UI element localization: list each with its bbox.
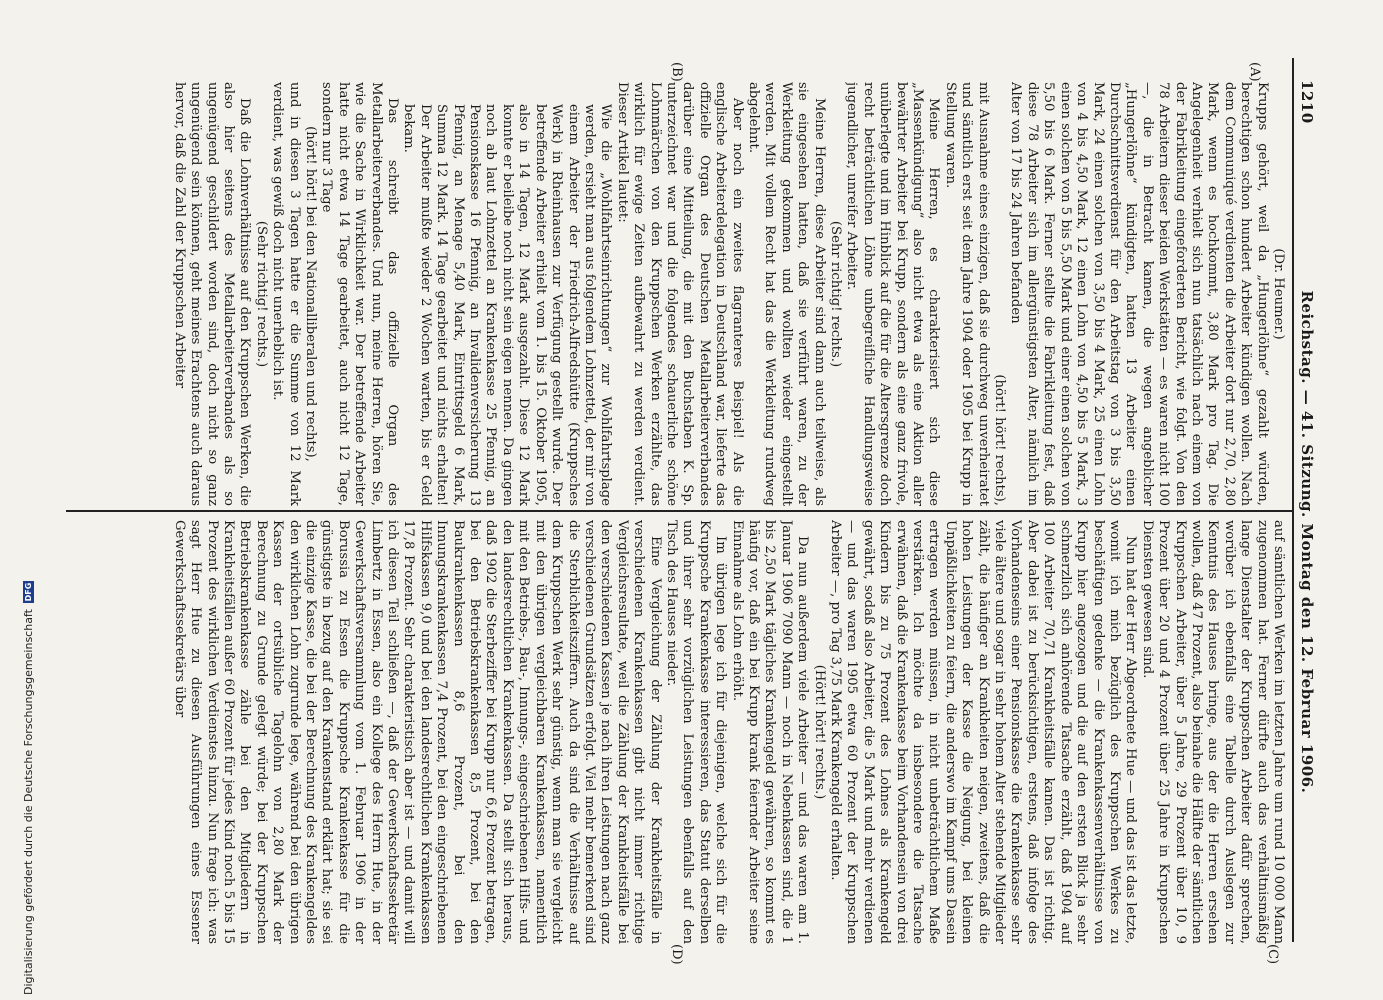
header-title: Reichstag. — 41. Sitzung. Montag den 12. Februar 1906. bbox=[1298, 290, 1316, 794]
page-number: 1210 bbox=[1298, 80, 1316, 124]
interjection: (hört! hört! rechts), bbox=[992, 374, 1008, 506]
page-header bbox=[1292, 80, 1322, 960]
interjection: (Hört! hört! rechts.) bbox=[811, 664, 827, 800]
interjection: (Sehr richtig! rechts.) bbox=[253, 220, 269, 368]
paragraph: Krupps gehört, weil da „Hungerlöhne“ gezahlt würden, berechtigen schon hundert Arbeiter kündigen wollen. Nach dem Communiqué verdienten die Arbeiter dort nur 2,70, 2,80 Mark, wenn es hochkommt, 3,80 Mark pro Tag. Die Angelegenheit verhielt sich nun tatsächlich nach einem von der Fabrikleitung eingeforderten Bericht, wie folgt. Von den 78 Arbeitern dieser beiden Werkstätten — es waren nicht 100 —, die in Betracht kamen, die wegen angeblicher „Hungerlöhne“ kündigten, hatten 13 Arbeiter einen Durchschnittsverdienst für den Arbeitstag von 3 bis 3,50 Mark, 24 einen solchen von 3,50 bis 4 Mark, 25 einen Lohn von 4 bis 4,50 Mark, 12 einen Lohn von 4,50 bis 5 Mark, 3 einen solchen von 5 bis 5,50 Mark und einer einen solchen von 5,50 bis 6 Mark. Ferner stellte die Fabrikleitung fest, daß diese 78 Arbeiter sich im allergünstigsten Alter, nämlich im Alter von 17 bis 24 Jahren befanden bbox=[1008, 82, 1270, 506]
paragraph: mit Ausnahme eines einzigen, daß sie durchweg unverheiratet und sämtlich erst seit dem Jahre 1904 oder 1905 bei Krupp in Stellung waren. bbox=[942, 82, 991, 506]
quotation: Wie die „Wohlfahrtseinrichtungen“ zur Wohlfahrtsplage werden, ersieht man aus folgendem Lohnzettel, der mir von einem Arbeiter der Friedrich-Alfredshütte (Kruppsches Werk) in Rheinhausen zur Verfügung gestellt wurde. Der betreffende Arbeiter erhielt vom 1. bis 15. Oktober 1905, also in 14 Tagen, 12 Mark ausgezahlt. Diese 12 Mark konnte er beileibe noch nicht sein eigen nennen. Da gingen noch ab laut Lohnzettel an Krankenkasse 25 Pfennig, an Pensionskasse 16 Pfennig, an Invalidenversicherung 13 Pfennig, an Menage 5,40 Mark, Eintrittsgeld 6 Mark, Summa 12 Mark. 14 Tage gearbeitet und nichts erhalten! Der Arbeiter mußte wieder 2 Wochen warten, bis er Geld bekam. bbox=[401, 104, 614, 506]
paragraph: Meine Herren, es charakterisiert sich diese „Massenkündigung“ also nicht etwa als eine Aktion aller bewährter Arbeiter bei Krupp, sondern als eine ganz frivole, unüberlegte und im Hinblick auf die für die Altersgrenze doch recht beträchtlichen Löhne unbegreifliche Handlungsweise jugendlicher, unreifer Arbeiter. bbox=[844, 82, 942, 506]
paragraph: Eine Vergleichung der Zählung der Krankheitsfälle in verschiedenen Krankenkassen gibt nicht immer richtige Vergleichsresultate, weil die Zählung der Krankheitsfälle bei den verschiedenen Kassen je nach ihren Leistungen nach ganz verschiedenen Grundsätzen erfolgt. Viel mehr bemerkend sind die Sterblichkeitsziffern. Auch da sind die Verhältnisse auf dem Kruppschen Werk sehr günstig, wenn man sie vergleicht mit den übrigen vergleichbaren Krankenkassen, namentlich mit den Betriebs-, Bau-, Innungs-, eingeschriebenen Hilfs- und den landesrechtlichen Krankenkassen. Da stellt sich heraus, daß 1902 die Sterbeziffer bei Krupp nur 6,6 Prozent betragen, bei den Betriebskrankenkassen 8,5 Prozent, bei den Baukrankenkassen 8,6 Prozent, bei den Innungskrankenkassen 7,4 Prozent, bei den eingeschriebenen Hilfskassen 9,0 und bei den landesrechtlichen Krankenkassen 17,8 Prozent. Sehr charakteristisch aber ist — und damit will ich diesen Teil schließen —, daß der Gewerkschaftssekretär Limbertz in Essen, also ein Kollege des Herrn Hue, in der Gewerkschaftsversammlung vom 1. Februar 1906 in der Borussia zu Essen die Kruppsche Krankenkasse für die günstigste in bezug auf den Krankenstand erklärt hat; sie sei die einzige Kasse, die bei der Berechnung des Krankengeldes den wirklichen Lohn zugrunde lege, während bei den übrigen Kassen der ortsübliche Tagelohn von 2,80 Mark der Berechnung zu Grunde gelegt würde; bei der Kruppschen Betriebskrankenkasse zähle bei den Mitgliedern in Krankheitsfällen außer 60 Prozent für jedes Kind noch 5 bis 15 Prozent des wirklichen Verdienstes hinzu. Nun frage ich: was sagt Herr Hue zu diesen Ausführungen eines Essener Gewerkschaftssekretärs über bbox=[171, 520, 663, 944]
interjection: (Sehr richtig! rechts.) bbox=[828, 220, 844, 368]
margin-mark-c: (C) bbox=[1265, 944, 1280, 965]
right-column bbox=[76, 520, 1286, 944]
paragraph: Nun hat der Herr Abgeordnete Hue — und das ist das letzte, womit ich mich bezüglich des Kruppschen Werkes zu beschäftigen gedenke — die Krankenkassenverhältnisse von Krupp hier angezogen und die auf den ersten Blick ja sehr schmerzlich sich anhörende Tatsache erzählt, daß 1904 auf 100 Arbeiter 70,71 Krankheitsfälle kamen. Das ist richtig. Aber dabei ist zu berücksichtigen, erstens, daß infolge des Vorhandenseins einer Pensionskasse die Krankenkasse sehr viele ältere und sogar in sehr hohem Alter stehende Mitglieder zählt, die häufiger an Krankheiten neigen, zweitens, daß die hohen Leistungen der Kasse die Neigung, bei kleinen Unpäßlichkeiten zu feiern, die anderswo im Kampf ums Dasein ertragen werden müssen, in nicht unbeträchtlichem Maße verstärken. Ich möchte da insbesondere die Tatsache erwähnen, daß die Krankenkasse beim Vorhandensein von drei Kindern bis zu 75 Prozent des Lohnes als Krankengeld gewährt, sodaß also Arbeiter, die 5 Mark und mehr verdienen — und das waren 1905 etwa 60 Prozent der Kruppschen Arbeiter —, pro Tag 3,75 Mark Krankengeld erhalten. bbox=[828, 520, 1139, 944]
margin-mark-a: (A) bbox=[1247, 62, 1262, 82]
paragraph: Im übrigen lege ich für diejenigen, welche sich für die Kruppsche Krankenkasse interessieren, das Statut derselben und ihrer sehr vorzüglichen Leistungen ebenfalls auf den Tisch des Hauses nieder. bbox=[663, 520, 729, 944]
margin-mark-b: (B) bbox=[669, 62, 684, 82]
paragraph: Das schreibt das offizielle Organ des Metallarbeiterverbandes. Und nun, meine Herren, hören Sie, wie die Sache in Wirklichkeit war. Der betreffende Arbeiter hatte nicht etwa 14 Tage gearbeitet, auch nicht 12 Tage, sondern nur 3 Tage bbox=[319, 82, 401, 506]
margin-mark-d: (D) bbox=[669, 944, 684, 965]
speaker-name: (Dr. Heumer.) bbox=[1271, 248, 1286, 340]
left-column bbox=[76, 82, 1286, 506]
paragraph: und in diesen 3 Tagen hatte er die Summe von 12 Mark verdient, was gewiß doch nicht unerheblich ist. bbox=[270, 82, 302, 506]
digitization-credit bbox=[22, 581, 35, 995]
paragraph: Daß die Lohnverhältnisse auf den Kruppschen Werken, die also hier seitens des Metallarbeiterverbandes als so ungenügend geschildert worden sind, doch nicht so ganz ungenügend sein können, geht meines Erachtens auch daraus hervor, daß die Zahl der Kruppschen Arbeiter bbox=[171, 82, 253, 506]
credit-text: Digitalisierung gefördert durch die Deutsche Forschungsgemeinschaft bbox=[22, 609, 35, 995]
column-rule bbox=[66, 510, 1294, 512]
paragraph: Aber noch ein zweites flagranteres Beispiel! Als die englische Arbeiterdelegation in Deutschland war, lieferte das offizielle Organ des Deutschen Metallarbeiterverbandes darüber eine Mitteilung, die mit den Buchstaben K. Sp. unterzeichnet war und die folgendes schauerliche schöne Lohnmärchen von den Kruppschen Werken erzählte, das wirklich für ewige Zeiten aufbewahrt zu werden verdient. Dieser Artikel lautet: bbox=[614, 82, 745, 506]
paragraph: Da nun außerdem viele Arbeiter — und das waren am 1. Januar 1906 7090 Mann — noch in Nebenkassen sind, die 1 bis 2,50 Mark tägliches Krankengeld gewähren, so kommt es häufig vor, daß ein bei Krupp krank feiernder Arbeiter seine Einnahme als Lohn erhöht. bbox=[729, 520, 811, 944]
header-rule bbox=[1292, 58, 1294, 942]
paragraph: auf sämtlichen Werken im letzten Jahre um rund 10 000 Mann zugenommen hat. Ferner dürfte auch das verhältnismäßig lange Dienstalter der Kruppschen Arbeiter dafür sprechen, worüber ich ebenfalls eine Tabelle durch Auslegen zur Kenntnis des Hauses bringe, aus der die Herren ersehen wollen, daß 47 Prozent, also beinahe die Hälfte der sämtlichen Kruppschen Arbeiter, über 5 Jahre, 29 Prozent über 10, 9 Prozent über 20 und 4 Prozent über 25 Jahre in Kruppschen Diensten gewesen sind. bbox=[1139, 520, 1286, 944]
interjection: (hört! hört! bei den Nationalliberalen und rechts), bbox=[303, 126, 319, 462]
paragraph: Meine Herren, diese Arbeiter sind dann auch teilweise, als sie eingesehen hatten, daß sie verführt waren, zu der Werkleitung gekommen und wollten wieder eingestellt werden. Mit vollem Recht hat das die Werkleitung rundweg abgelehnt. bbox=[746, 82, 827, 506]
dfg-logo: DFG bbox=[24, 582, 33, 602]
